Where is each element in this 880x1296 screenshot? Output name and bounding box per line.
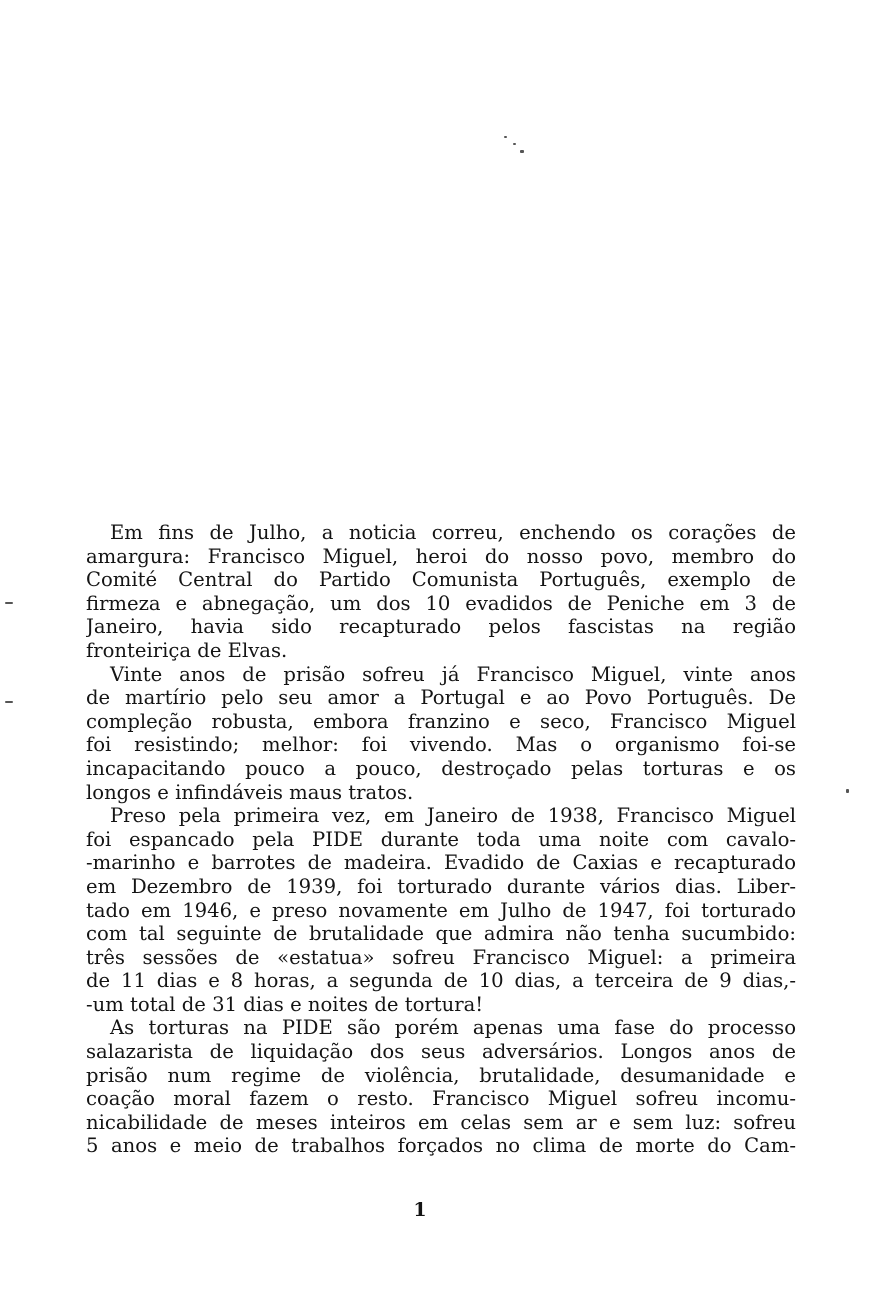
text-line: Em fins de Julho, a noticia correu, enchendo os corações de [110, 521, 796, 544]
paragraph [86, 1016, 796, 1158]
text-line: -um total de 31 dias e noites de tortura! [86, 992, 484, 1016]
text-line: coação moral fazem o resto. Francisco Miguel sofreu incomu- [86, 1087, 796, 1111]
body-text [86, 521, 796, 1158]
text-line: salazarista de liquidação dos seus adversários. Longos anos de [86, 1040, 796, 1064]
text-line: três sessões de «estatua» sofreu Francisco Miguel: a primeira [86, 945, 796, 969]
scan-speck [513, 143, 516, 145]
scan-speck [5, 602, 13, 604]
text-line: 5 anos e meio de trabalhos forçados no clima de morte do Cam- [86, 1134, 796, 1158]
page-number: 1 [413, 1199, 427, 1221]
scan-speck [5, 701, 13, 703]
scan-speck [520, 150, 524, 153]
text-line: As torturas na PIDE são porém apenas uma fase do processo [110, 1016, 796, 1040]
text-line: amargura: Francisco Miguel, heroi do nosso povo, membro do [86, 544, 796, 568]
text-line: longos e infindáveis maus tratos. [86, 780, 414, 804]
scan-speck [504, 136, 507, 138]
paragraph [86, 804, 796, 1016]
text-line: de martírio pelo seu amor a Portugal e ao Povo Português. De [86, 686, 796, 710]
text-line: tado em 1946, e preso novamente em Julho de 1947, foi torturado [86, 898, 796, 922]
paragraph [86, 521, 796, 663]
text-line: foi resistindo; melhor: foi vivendo. Mas o organismo foi-se [86, 733, 796, 757]
text-line: -marinho e barrotes de madeira. Evadido de Caxias e recapturado [86, 851, 796, 875]
text-line: nicabilidade de meses inteiros em celas sem ar e sem luz: sofreu [86, 1110, 796, 1134]
paragraph [86, 663, 796, 805]
text-line: Vinte anos de prisão sofreu já Francisco Miguel, vinte anos [110, 662, 796, 686]
text-line: compleção robusta, embora franzino e seco, Francisco Miguel [86, 709, 796, 733]
text-line: Preso pela primeira vez, em Janeiro de 1938, Francisco Miguel [110, 804, 796, 828]
text-line: com tal seguinte de brutalidade que admira não tenha sucumbido: [86, 922, 796, 946]
text-line: prisão num regime de violência, brutalidade, desumanidade e [86, 1063, 796, 1087]
text-line: de 11 dias e 8 horas, a segunda de 10 dias, a terceira de 9 dias,- [86, 969, 796, 993]
text-line: em Dezembro de 1939, foi torturado durante vários dias. Liber- [86, 874, 796, 898]
text-line: firmeza e abnegação, um dos 10 evadidos de Peniche em 3 de [86, 591, 796, 615]
text-line: Comité Central do Partido Comunista Português, exemplo de [86, 568, 796, 592]
scan-speck [846, 789, 849, 793]
text-line: fronteiriça de Elvas. [86, 638, 288, 662]
text-line: foi espancado pela PIDE durante toda uma noite com cavalo- [86, 827, 796, 851]
text-line: Janeiro, havia sido recapturado pelos fascistas na região [86, 615, 796, 639]
text-line: incapacitando pouco a pouco, destroçado pelas torturas e os [86, 756, 796, 780]
